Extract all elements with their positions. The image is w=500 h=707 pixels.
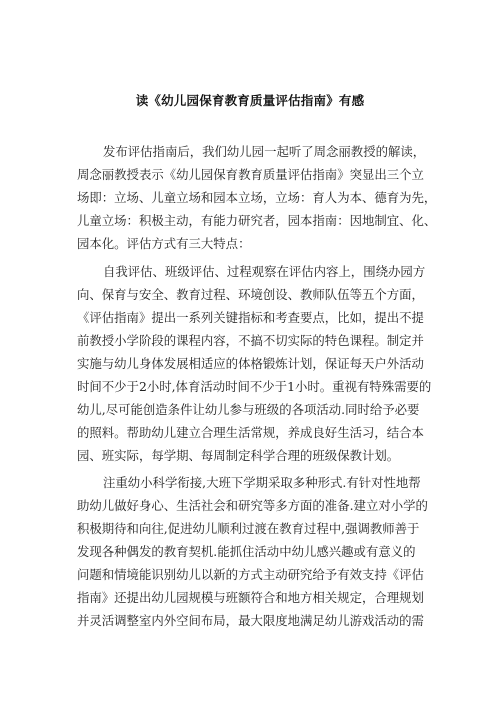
body-line: 助幼儿做好身心、生活社会和研究等多方面的准备.建立对小学的	[77, 498, 428, 513]
body-line: 前教授小学阶段的课程内容，不搞不切实际的特色课程。制定并	[77, 333, 424, 348]
body-line: 指南》还提出幼儿园规模与班额符合和地方相关规定，合理规划	[77, 590, 424, 605]
body-line: 园、班实际，每学期、每周制定科学合理的班级保教计划。	[77, 448, 400, 463]
body-line: 《评估指南》提出一系列关键指标和考查要点，比如，提出不提	[77, 310, 424, 325]
body-line: 儿童立场：积极主动，有能力研究者，园本指南：因地制宜、化、	[77, 213, 437, 228]
body-line: 园本化。评估方式有三大特点：	[77, 236, 251, 251]
body-line: 的照料。帮助幼儿建立合理生活常规，养成良好生活习，结合本	[77, 425, 424, 440]
body-line: 幼儿,尽可能创造条件让幼儿参与班级的各项活动.同时给予必要	[77, 402, 420, 417]
body-line: 周念丽教授表示《幼儿园保育教育质量评估指南》突显出三个立	[77, 167, 424, 182]
document-title: 读《幼儿园保育教育质量评估指南》有感	[135, 93, 365, 108]
body-line: 问题和情境能识别幼儿以新的方式主动研究给予有效支持《评估	[77, 567, 424, 582]
body-line: 发现各种偶发的教育契机.能抓住活动中幼儿感兴趣或有意义的	[77, 544, 416, 559]
body-line: 发布评估指南后，我们幼儿园一起听了周念丽教授的解读，	[103, 144, 426, 159]
body-line: 向、保育与安全、教育过程、环境创设、教师队伍等五个方面，	[77, 287, 424, 302]
body-line: 实施与幼儿身体发展相适应的体格锻炼计划，保证每天户外活动	[77, 356, 424, 371]
body-line: 注重幼小科学衔接,大班下学期采取多种形式.有针对性地帮	[103, 475, 421, 490]
body-line: 积极期待和向往,促进幼儿顺利过渡在教育过程中,强调教师善于	[77, 521, 420, 536]
body-line: 场即：立场、儿童立场和园本立场，立场：育人为本、德育为先，	[77, 190, 437, 205]
body-line: 时间不少于2小时,体育活动时间不少于1小时。重视有特殊需要的	[77, 379, 432, 394]
body-line: 自我评估、班级评估、过程观察在评估内容上，围绕办园方	[103, 264, 426, 279]
body-line: 并灵活调整室内外空间布局，最大限度地满足幼儿游戏活动的需	[77, 613, 424, 628]
